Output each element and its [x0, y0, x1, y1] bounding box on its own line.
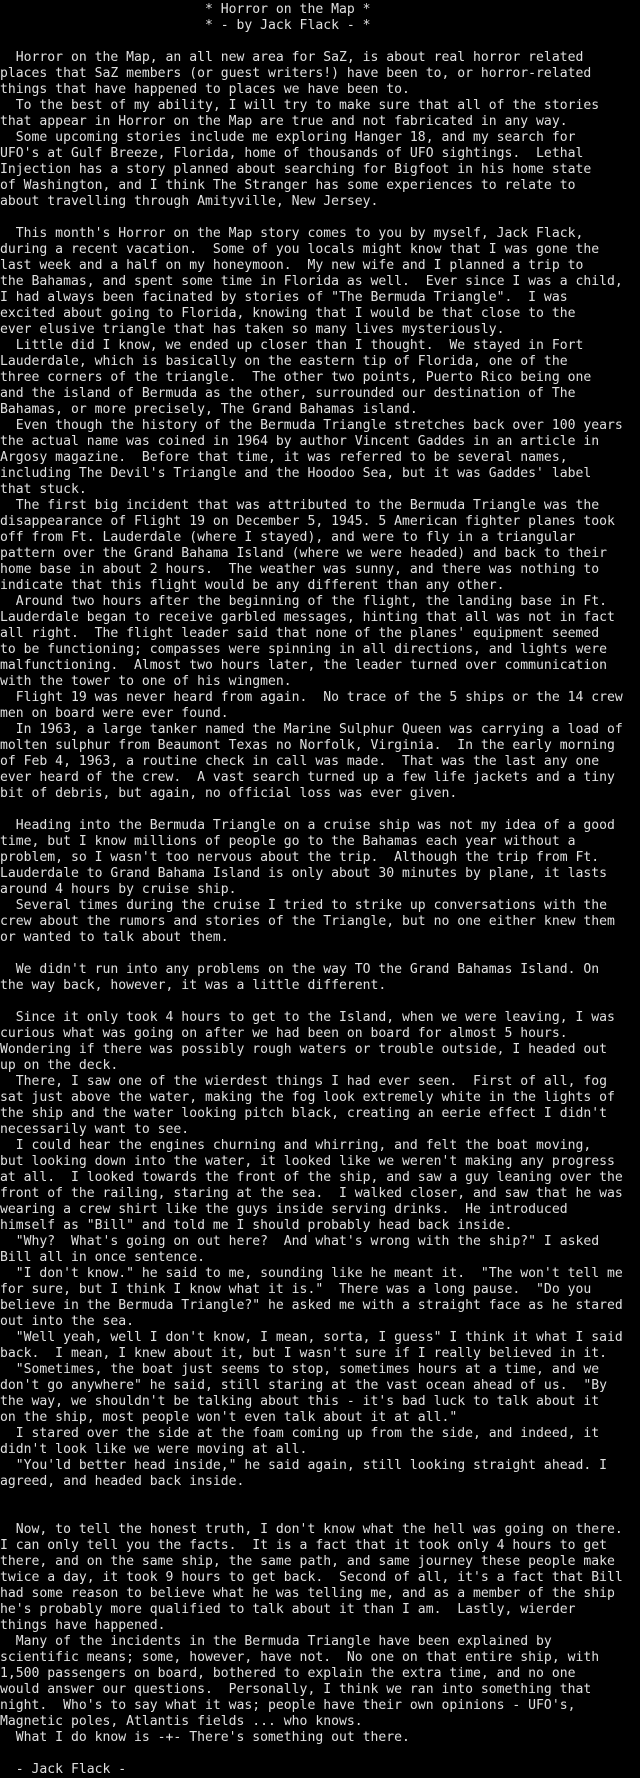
text-line: the Bahamas, and spent some time in Florida as well. Ever since I was a child,: [0, 274, 623, 289]
text-line: To the best of my ability, I will try to make sure that all of the stories: [0, 98, 600, 113]
text-line: Several times during the cruise I tried to strike up conversations with the: [0, 898, 607, 913]
text-line: - Jack Flack -: [0, 1762, 127, 1777]
text-line: 1,500 passengers on board, bothered to explain the extra time, and no one: [0, 1666, 576, 1681]
text-line: around 4 hours by cruise ship.: [0, 882, 237, 897]
text-line: himself as "Bill" and told me I should probably head back inside.: [0, 1218, 513, 1233]
text-line: during a recent vacation. Some of you locals might know that I was gone the: [0, 242, 600, 257]
text-line: crew about the rumors and stories of the Triangle, but no one either knew them: [0, 914, 615, 929]
text-line: I stared over the side at the foam coming up from the side, and indeed, it: [0, 1426, 600, 1441]
text-line: that stuck.: [0, 482, 87, 497]
text-line: "I don't know." he said to me, sounding like he meant it. "The won't tell me: [0, 1266, 623, 1281]
text-line: scientific means; some, however, have not. No one on that entire ship, with: [0, 1650, 600, 1665]
text-line: Injection has a story planned about searching for Bigfoot in his home state: [0, 162, 592, 177]
text-line: including The Devil's Triangle and the Hoodoo Sea, but it was Gaddes' label: [0, 466, 592, 481]
text-line: Lauderdale to Grand Bahama Island is only about 30 minutes by plane, it lasts: [0, 866, 607, 881]
text-line: Wondering if there was possibly rough waters or trouble outside, I headed out: [0, 1042, 607, 1057]
text-line: twice a day, it took 9 hours to get back. Second of all, it's a fact that Bill: [0, 1570, 623, 1585]
text-line: home base in about 2 hours. The weather was sunny, and there was nothing to: [0, 562, 600, 577]
text-line: Even though the history of the Bermuda Triangle stretches back over 100 years: [0, 418, 623, 433]
text-line: that appear in Horror on the Map are true and not fabricated in any way.: [0, 114, 568, 129]
text-line: all right. The flight leader said that none of the planes' equipment seemed: [0, 626, 600, 641]
text-line: had some reason to believe what he was telling me, and as a member of the ship: [0, 1586, 615, 1601]
text-line: curious what was going on after we had been on board for almost 5 hours.: [0, 1026, 568, 1041]
text-line: don't go anywhere" he said, still staring at the vast ocean ahead of us. "By: [0, 1378, 607, 1393]
text-line: ever heard of the crew. A vast search turned up a few life jackets and a tiny: [0, 770, 615, 785]
text-line: the ship and the water looking pitch black, creating an eerie effect I didn't: [0, 1106, 607, 1121]
text-line: the way, we shouldn't be talking about this - it's bad luck to talk about it: [0, 1394, 600, 1409]
text-line: he's probably more qualified to talk about it than I am. Lastly, wierder: [0, 1602, 576, 1617]
text-line: back. I mean, I knew about it, but I wasn't sure if I really believed in it.: [0, 1346, 607, 1361]
text-line: Bill all in once sentence.: [0, 1250, 205, 1265]
text-line: The first big incident that was attributed to the Bermuda Triangle was the: [0, 498, 600, 513]
text-line: I could hear the engines churning and whirring, and felt the boat moving,: [0, 1138, 592, 1153]
text-line: Some upcoming stories include me exploring Hanger 18, and my search for: [0, 130, 576, 145]
text-line: disappearance of Flight 19 on December 5, 1945. 5 American fighter planes took: [0, 514, 615, 529]
text-line: about travelling through Amityville, New Jersey.: [0, 194, 379, 209]
text-line: Flight 19 was never heard from again. No trace of the 5 ships or the 14 crew: [0, 690, 623, 705]
text-line: of Feb 4, 1963, a routine check in call was made. That was the last any one: [0, 754, 600, 769]
text-line: [0, 994, 640, 1010]
text-line: sat just above the water, making the fog look extremely white in the lights of: [0, 1090, 615, 1105]
text-line: but looking down into the water, it looked like we weren't making any progress: [0, 1154, 615, 1169]
text-line: [0, 210, 640, 226]
text-line: there, and on the same ship, the same path, and same journey these people make: [0, 1554, 615, 1569]
text-line: last week and a half on my honeymoon. My new wife and I planned a trip to: [0, 258, 584, 273]
text-line: on the ship, most people won't even talk about it at all.": [0, 1410, 458, 1425]
text-line: for sure, but I think I know what it is." There was a long pause. "Do you: [0, 1282, 592, 1297]
text-line: "You'ld better head inside," he said again, still looking straight ahead. I: [0, 1458, 607, 1473]
text-line: [0, 946, 640, 962]
title-line: * Horror on the Map *: [0, 2, 371, 17]
text-line: and the island of Bermuda as the other, surrounded our destination of The: [0, 386, 576, 401]
text-line: Lauderdale, which is basically on the eastern tip of Florida, one of the: [0, 354, 568, 369]
text-line: "Well yeah, well I don't know, I mean, sorta, I guess" I think it what I said: [0, 1330, 623, 1345]
text-line: of Washington, and I think The Stranger has some experiences to relate to: [0, 178, 576, 193]
text-line: Around two hours after the beginning of the flight, the landing base in Ft.: [0, 594, 607, 609]
text-line: I can only tell you the facts. It is a fact that it took only 4 hours to get: [0, 1538, 607, 1553]
text-line: [0, 34, 640, 50]
text-line: Argosy magazine. Before that time, it was referred to be several names,: [0, 450, 568, 465]
text-line: off from Ft. Lauderdale (where I stayed), and were to fly in a triangular: [0, 530, 576, 545]
text-line: men on board were ever found.: [0, 706, 229, 721]
text-line: There, I saw one of the wierdest things I had ever seen. First of all, fog: [0, 1074, 607, 1089]
text-line: places that SaZ members (or guest writers!) have been to, or horror-related: [0, 66, 592, 81]
text-line: molten sulphur from Beaumont Texas no Norfolk, Virginia. In the early morning: [0, 738, 615, 753]
text-line: excited about going to Florida, knowing that I would be that close to the: [0, 306, 576, 321]
text-line: up on the deck.: [0, 1058, 119, 1073]
text-line: things that have happened to places we have been to.: [0, 82, 410, 97]
text-line: agreed, and headed back inside.: [0, 1474, 245, 1489]
text-line: Lauderdale began to receive garbled messages, hinting that all was not in fact: [0, 610, 615, 625]
text-line: "Sometimes, the boat just seems to stop, sometimes hours at a time, and we: [0, 1362, 600, 1377]
text-line: I had always been facinated by stories of "The Bermuda Triangle". I was: [0, 290, 568, 305]
text-line: night. Who's to say what it was; people have their own opinions - UFO's,: [0, 1698, 576, 1713]
text-line: [0, 1490, 640, 1506]
text-line: front of the railing, staring at the sea. I walked closer, and saw that he was: [0, 1186, 623, 1201]
text-line: ever elusive triangle that has taken so many lives mysteriously.: [0, 322, 505, 337]
text-line: Bahamas, or more precisely, The Grand Bahamas island.: [0, 402, 418, 417]
text-line: time, but I know millions of people go to the Bahamas each year without a: [0, 834, 576, 849]
text-line: would answer our questions. Personally, I think we ran into something that: [0, 1682, 592, 1697]
text-line: bit of debris, but again, no official loss was ever given.: [0, 786, 458, 801]
document-header: [0, 2, 640, 34]
text-line: Magnetic poles, Atlantis fields ... who knows.: [0, 1714, 363, 1729]
text-line: [0, 802, 640, 818]
text-line: Horror on the Map, an all new area for SaZ, is about real horror related: [0, 50, 584, 65]
text-line: malfunctioning. Almost two hours later, the leader turned over communication: [0, 658, 607, 673]
text-line: the way back, however, it was a little different.: [0, 978, 387, 993]
text-line: problem, so I wasn't too nervous about the trip. Although the trip from Ft.: [0, 850, 600, 865]
text-line: out into the sea.: [0, 1314, 135, 1329]
text-line: or wanted to talk about them.: [0, 930, 229, 945]
text-line: things have happened.: [0, 1618, 166, 1633]
text-line: three corners of the triangle. The other two points, Puerto Rico being one: [0, 370, 592, 385]
document-body: [0, 34, 640, 1778]
text-line: This month's Horror on the Map story comes to you by myself, Jack Flack,: [0, 226, 584, 241]
text-line: What I do know is -+- There's something out there.: [0, 1730, 410, 1745]
text-line: at all. I looked towards the front of the ship, and saw a guy leaning over the: [0, 1170, 623, 1185]
text-line: believe in the Bermuda Triangle?" he asked me with a straight face as he stared: [0, 1298, 623, 1313]
text-line: indicate that this flight would be any different than any other.: [0, 578, 505, 593]
text-line: UFO's at Gulf Breeze, Florida, home of thousands of UFO sightings. Lethal: [0, 146, 584, 161]
text-line: [0, 1506, 640, 1522]
byline: * - by Jack Flack - *: [0, 18, 371, 33]
text-line: Heading into the Bermuda Triangle on a cruise ship was not my idea of a good: [0, 818, 615, 833]
text-line: to be functioning; compasses were spinning in all directions, and lights were: [0, 642, 607, 657]
text-line: Now, to tell the honest truth, I don't know what the hell was going on there.: [0, 1522, 623, 1537]
text-line: Since it only took 4 hours to get to the Island, when we were leaving, I was: [0, 1010, 615, 1025]
text-line: We didn't run into any problems on the way TO the Grand Bahamas Island. On: [0, 962, 600, 977]
text-line: Little did I know, we ended up closer than I thought. We stayed in Fort: [0, 338, 584, 353]
text-line: In 1963, a large tanker named the Marine Sulphur Queen was carrying a load of: [0, 722, 623, 737]
text-line: the actual name was coined in 1964 by author Vincent Gaddes in an article in: [0, 434, 600, 449]
text-line: pattern over the Grand Bahama Island (where we were headed) and back to their: [0, 546, 607, 561]
text-line: "Why? What's going on out here? And what's wrong with the ship?" I asked: [0, 1234, 600, 1249]
text-line: with the tower to one of his wingmen.: [0, 674, 292, 689]
text-line: necessarily want to see.: [0, 1122, 190, 1137]
text-line: didn't look like we were moving at all.: [0, 1442, 308, 1457]
text-line: Many of the incidents in the Bermuda Triangle have been explained by: [0, 1634, 552, 1649]
text-line: wearing a crew shirt like the guys inside serving drinks. He introduced: [0, 1202, 568, 1217]
